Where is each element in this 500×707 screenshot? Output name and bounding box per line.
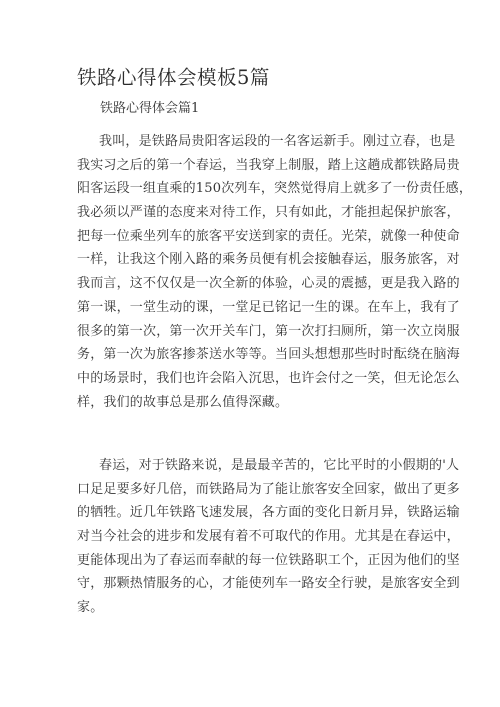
paragraph-line: 阳客运段一组直乘的150次列车，突然觉得肩上就多了一份责任感，	[77, 181, 473, 197]
paragraph-line: 很多的第一次，第一次开关车门，第一次打扫厕所，第一次立岗服	[77, 323, 460, 339]
paragraph-line: 一样，让我这个刚入路的乘务员便有机会接触春运，服务旅客，对	[77, 252, 460, 268]
paragraph-line: 第一课，一堂生动的课，一堂足已铭记一生的课。在车上，我有了	[77, 299, 460, 315]
paragraph-1	[77, 130, 473, 414]
paragraph-line: 守，那颗热情服务的心，才能使列车一路安全行驶，是旅客安全到	[77, 576, 460, 592]
paragraph-line: 务，第一次为旅客掺茶送水等等。当回头想想那些时时酝绕在脑海	[77, 347, 460, 363]
paragraph-line: 我实习之后的第一个春运，当我穿上制服，踏上这趟成都铁路局贵	[77, 157, 460, 173]
paragraph-line: 我而言，这不仅仅是一次全新的体验，心灵的震撼，更是我入路的	[77, 276, 460, 292]
paragraph-line: 对当今社会的进步和发展有着不可取代的作用。尤其是在春运中，	[77, 529, 460, 545]
paragraph-line: 春运，对于铁路来说，是最最辛苦的，它比平时的小假期的'人	[99, 458, 460, 473]
paragraph-line: 我叫，是铁路局贵阳客运段的一名客运新手。刚过立春，也是	[99, 134, 456, 149]
paragraph-line: 的牺牲。近几年铁路飞速发展，各方面的变化日新月异，铁路运输	[77, 505, 460, 521]
paragraph-line: 中的场景时，我们也许会陷入沉思，也许会付之一笑，但无论怎么	[77, 370, 460, 386]
paragraph-2	[77, 454, 460, 620]
paragraph-line: 样，我们的故事总是那么值得深藏。	[77, 394, 289, 410]
paragraph-line: 口足足要多好几倍，而铁路局为了能让旅客安全回家，做出了更多	[77, 481, 460, 497]
document-title: 铁路心得体会模板5篇	[77, 66, 270, 89]
paragraph-line: 家。	[77, 600, 104, 616]
paragraph-line: 我必须以严谨的态度来对待工作，只有如此，才能担起保护旅客，	[77, 205, 460, 221]
paragraph-line: 更能体现出为了春运而奉献的每一位铁路职工个，正因为他们的坚	[77, 552, 460, 568]
paragraph-line: 把每一位乘坐列车的旅客平安送到家的责任。光荣，就像一种使命	[77, 228, 460, 244]
section-heading: 铁路心得体会篇1	[100, 101, 200, 116]
